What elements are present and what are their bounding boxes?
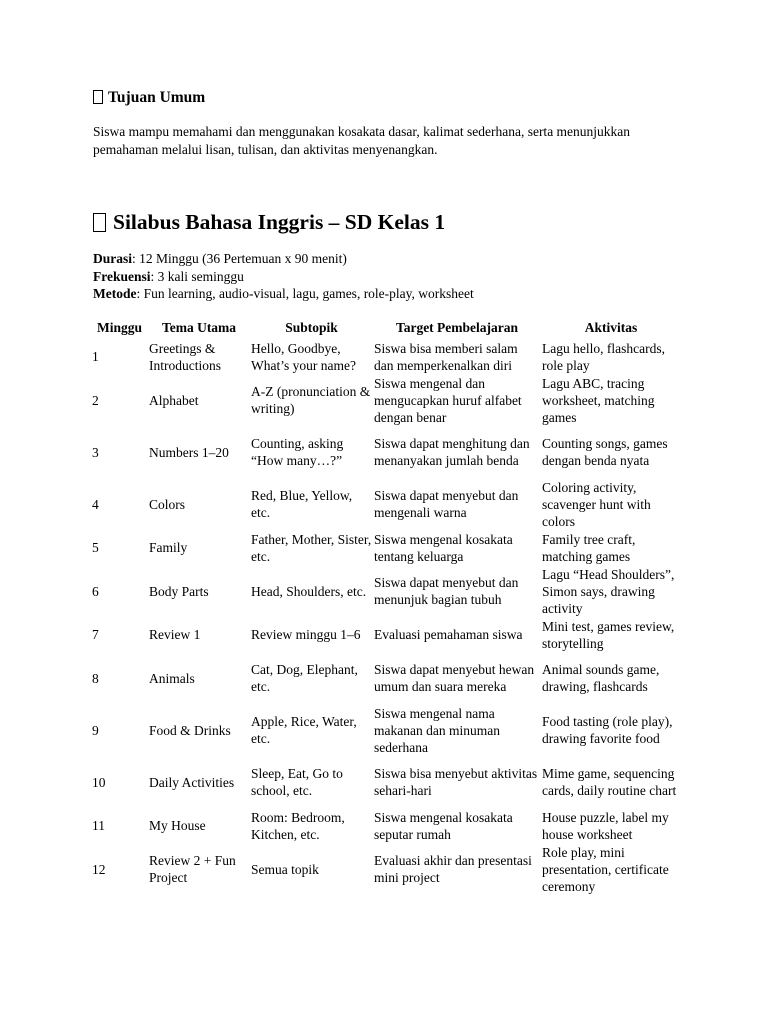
header-week: Minggu: [96, 320, 142, 335]
cell-activity: House puzzle, label my house worksheet: [542, 809, 669, 842]
cell-target: Siswa dapat menyebut dan mengenali warna: [374, 488, 519, 520]
table-row: [91, 652, 681, 704]
cell-target: Evaluasi pemahaman siswa: [374, 627, 523, 642]
table-row: [91, 756, 681, 808]
table-row: [91, 808, 681, 843]
cell-week: 10: [92, 774, 106, 790]
duration-line: [93, 250, 474, 268]
cell-week: 11: [92, 818, 105, 833]
cell-target: Siswa bisa memberi salam dan memperkenalkan diri: [374, 340, 518, 373]
cell-subtopic: Head, Shoulders, etc.: [251, 583, 367, 599]
cell-theme: Greetings & Introductions: [149, 340, 221, 373]
cell-target: Siswa dapat menyebut hewan umum dan suara mereka: [374, 662, 535, 694]
duration-label: Durasi: [93, 251, 133, 266]
cell-subtopic: Room: Bedroom, Kitchen, etc.: [251, 809, 345, 842]
cell-activity: Mini test, games review, storytelling: [542, 618, 675, 651]
cell-activity: Lagu ABC, tracing worksheet, matching games: [542, 375, 655, 425]
syllabus-table: [91, 317, 681, 895]
cell-subtopic: Father, Mother, Sister, etc.: [251, 531, 372, 564]
cell-week: 6: [92, 583, 99, 599]
cell-target: Siswa mengenal dan mengucapkan huruf alfabet dengan benar: [374, 375, 522, 425]
cell-target: Siswa mengenal nama makanan dan minuman sederhana: [374, 705, 500, 755]
cell-theme: Colors: [149, 496, 186, 512]
cell-activity: Mime game, sequencing cards, daily routine chart: [542, 766, 677, 798]
syllabus-meta: [93, 250, 474, 303]
goal-heading: [93, 88, 205, 108]
cell-activity: Food tasting (role play), drawing favorite food: [542, 714, 673, 746]
goal-heading-text: Tujuan Umum: [108, 89, 206, 106]
table-row: [91, 565, 681, 617]
frequency-line: [93, 268, 474, 286]
cell-target: Siswa mengenal kosakata tentang keluarga: [374, 531, 513, 564]
cell-activity: Animal sounds game, drawing, flashcards: [542, 662, 660, 694]
missing-glyph-icon: [93, 90, 103, 104]
cell-subtopic: A-Z (pronunciation & writing): [251, 384, 371, 416]
cell-theme: Food & Drinks: [149, 722, 231, 738]
cell-subtopic: Counting, asking “How many…?”: [251, 436, 344, 468]
missing-glyph-icon: [93, 213, 106, 232]
syllabus-title-text: Silabus Bahasa Inggris – SD Kelas 1: [113, 210, 446, 234]
table-row: [91, 704, 681, 756]
cell-target: Evaluasi akhir dan presentasi mini project: [374, 853, 532, 885]
method-label: Metode: [93, 286, 137, 301]
table-header-row: [91, 317, 681, 339]
cell-theme: Daily Activities: [149, 774, 235, 790]
cell-subtopic: Semua topik: [251, 861, 319, 877]
header-target: Target Pembelajaran: [395, 320, 519, 335]
cell-target: Siswa dapat menyebut dan menunjuk bagian tubuh: [374, 575, 519, 607]
table-row: [91, 617, 681, 652]
cell-subtopic: Red, Blue, Yellow, etc.: [251, 488, 353, 520]
cell-theme: Animals: [149, 670, 195, 686]
cell-subtopic: Hello, Goodbye, What’s your name?: [251, 340, 356, 373]
cell-week: 5: [92, 540, 99, 555]
cell-target: Siswa mengenal kosakata seputar rumah: [374, 809, 513, 842]
cell-activity: Lagu hello, flashcards, role play: [542, 340, 665, 373]
cell-subtopic: Sleep, Eat, Go to school, etc.: [251, 766, 343, 798]
cell-theme: My House: [149, 818, 206, 833]
cell-week: 9: [92, 722, 99, 738]
cell-theme: Numbers 1–20: [149, 444, 229, 460]
cell-week: 12: [92, 861, 106, 877]
method-line: [93, 285, 474, 303]
cell-week: 8: [92, 670, 99, 686]
cell-activity: Counting songs, games dengan benda nyata: [542, 436, 668, 468]
cell-week: 3: [92, 444, 99, 460]
cell-week: 1: [92, 349, 99, 364]
cell-week: 2: [92, 392, 99, 408]
header-activity: Aktivitas: [584, 320, 638, 335]
cell-theme: Review 2 + Fun Project: [149, 853, 236, 885]
cell-activity: Coloring activity, scavenger hunt with colors: [542, 479, 651, 529]
cell-week: 7: [92, 627, 99, 642]
cell-theme: Review 1: [149, 627, 201, 642]
header-subtopic: Subtopik: [285, 320, 338, 335]
frequency-value: : 3 kali seminggu: [150, 268, 244, 284]
cell-subtopic: Apple, Rice, Water, etc.: [251, 714, 357, 746]
cell-theme: Family: [149, 540, 188, 555]
goal-text: Siswa mampu memahami dan menggunakan kosakata dasar, kalimat sederhana, serta menunjukkan pemahaman melalui lisan, tulisan, dan aktivitas menyenangkan.: [93, 124, 631, 157]
table-row: [91, 339, 681, 374]
cell-subtopic: Review minggu 1–6: [251, 627, 361, 642]
cell-theme: Body Parts: [149, 583, 209, 599]
frequency-label: Frekuensi: [93, 268, 151, 284]
table-row: [91, 530, 681, 565]
table-row: [91, 478, 681, 530]
table-row: [91, 843, 681, 895]
cell-subtopic: Cat, Dog, Elephant, etc.: [251, 662, 358, 694]
method-value: : Fun learning, audio-visual, lagu, games, role-play, worksheet: [136, 286, 474, 301]
cell-activity: Lagu “Head Shoulders”, Simon says, drawing activity: [542, 566, 675, 616]
cell-target: Siswa bisa menyebut aktivitas sehari-hari: [374, 766, 538, 798]
cell-target: Siswa dapat menghitung dan menanyakan jumlah benda: [374, 436, 530, 468]
cell-theme: Alphabet: [149, 392, 199, 408]
cell-activity: Family tree craft, matching games: [542, 531, 636, 564]
syllabus-title: [93, 208, 445, 236]
header-theme: Tema Utama: [161, 320, 237, 335]
cell-activity: Role play, mini presentation, certificate ceremony: [542, 844, 669, 894]
duration-value: : 12 Minggu (36 Pertemuan x 90 menit): [132, 251, 347, 266]
table-row: [91, 374, 681, 426]
cell-week: 4: [92, 496, 99, 512]
table-row: [91, 426, 681, 478]
